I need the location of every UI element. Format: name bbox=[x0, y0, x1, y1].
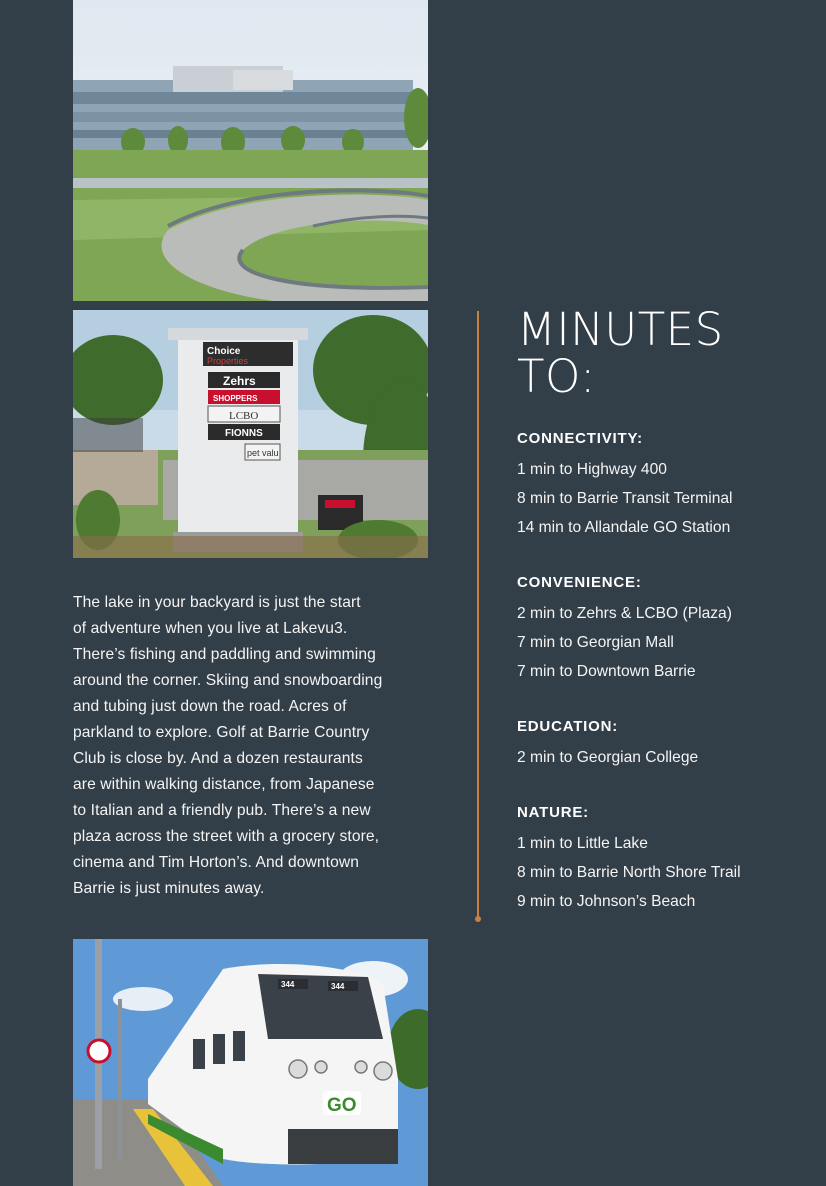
paragraph-line: Barrie is just minutes away. bbox=[73, 880, 265, 897]
sign-pet-valu: pet valu bbox=[247, 448, 279, 458]
vertical-divider bbox=[477, 311, 479, 919]
section-heading: EDUCATION: bbox=[517, 718, 619, 735]
go-logo: GO bbox=[327, 1095, 357, 1116]
intro-paragraph bbox=[73, 590, 433, 902]
section-connectivity bbox=[517, 427, 817, 542]
page-title bbox=[517, 303, 724, 403]
plaza-sign-photo bbox=[73, 310, 428, 558]
divider-end-dot bbox=[475, 916, 481, 922]
section-heading: NATURE: bbox=[517, 804, 589, 821]
list-item: 1 min to Highway 400 bbox=[517, 461, 667, 478]
go-train-photo bbox=[73, 939, 428, 1186]
section-nature bbox=[517, 801, 817, 916]
list-item: 7 min to Georgian Mall bbox=[517, 634, 674, 651]
paragraph-line: are within walking distance, from Japanese bbox=[73, 776, 375, 793]
sign-choice: Choice bbox=[207, 346, 241, 357]
list-item: 9 min to Johnson’s Beach bbox=[517, 893, 696, 910]
paragraph-line: to Italian and a friendly pub. There’s a new bbox=[73, 802, 371, 819]
list-item: 2 min to Zehrs & LCBO (Plaza) bbox=[517, 605, 732, 622]
paragraph-line: of adventure when you live at Lakevu3. bbox=[73, 620, 348, 637]
sign-lcbo: LCBO bbox=[229, 410, 259, 422]
section-heading: CONVENIENCE: bbox=[517, 574, 642, 591]
minutes-list bbox=[517, 427, 817, 945]
list-item: 7 min to Downtown Barrie bbox=[517, 663, 696, 680]
paragraph-line: plaza across the street with a grocery store, bbox=[73, 828, 380, 845]
title-line-2: TO: bbox=[517, 350, 596, 403]
college-building-photo bbox=[73, 0, 428, 301]
sign-shoppers: SHOPPERS bbox=[213, 394, 258, 403]
list-item: 2 min to Georgian College bbox=[517, 749, 699, 766]
paragraph-line: The lake in your backyard is just the start bbox=[73, 594, 361, 611]
paragraph-line: around the corner. Skiing and snowboarding bbox=[73, 672, 383, 689]
sign-fionns: FIONNS bbox=[225, 428, 263, 439]
sign-properties: Properties bbox=[207, 356, 249, 366]
list-item: 1 min to Little Lake bbox=[517, 835, 648, 852]
paragraph-line: parkland to explore. Golf at Barrie Country bbox=[73, 724, 370, 741]
paragraph-line: cinema and Tim Horton’s. And downtown bbox=[73, 854, 359, 871]
title-line-1: MINUTES bbox=[517, 303, 724, 356]
list-item: 14 min to Allandale GO Station bbox=[517, 519, 731, 536]
sign-zehrs: Zehrs bbox=[223, 374, 256, 388]
section-education bbox=[517, 715, 817, 772]
paragraph-line: and tubing just down the road. Acres of bbox=[73, 698, 347, 715]
section-convenience bbox=[517, 571, 817, 686]
list-item: 8 min to Barrie Transit Terminal bbox=[517, 490, 733, 507]
section-heading: CONNECTIVITY: bbox=[517, 430, 643, 447]
paragraph-line: Club is close by. And a dozen restaurants bbox=[73, 750, 363, 767]
list-item: 8 min to Barrie North Shore Trail bbox=[517, 864, 741, 881]
train-number-right: 344 bbox=[331, 982, 345, 991]
train-number-left: 344 bbox=[281, 980, 295, 989]
paragraph-line: There’s fishing and paddling and swimming bbox=[73, 646, 376, 663]
